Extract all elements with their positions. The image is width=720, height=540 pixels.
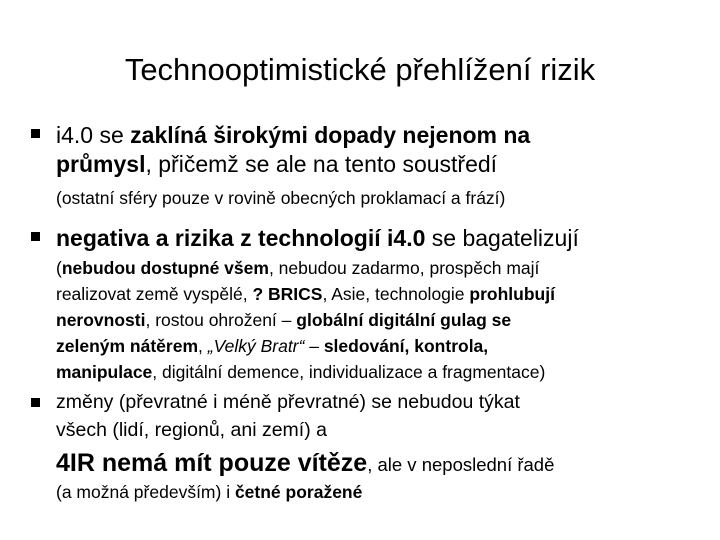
bullet-3-line-2 (56, 418, 327, 443)
text-run: (ostatní sféry pouze v rovině obecných proklamací a frází) (56, 188, 506, 208)
text-run: (a možná především) i (56, 482, 235, 502)
text-run-bold: zeleným nátěrem (56, 336, 199, 356)
text-run-bold: 4IR nemá mít pouze vítěze (56, 449, 368, 477)
text-run-bold: globální digitální gulag se (296, 310, 512, 330)
text-run: , rostou ohrožení – (145, 310, 297, 330)
text-run-bold: ? BRICS (252, 284, 323, 304)
text-run: změny (převratné i méně převratné) se nebudou týkat (56, 391, 520, 413)
bullet-2-line-1 (56, 224, 579, 252)
text-run: , digitální demence, individualizace a fragmentace) (152, 362, 546, 382)
text-run-bold: nebudou dostupné všem (61, 258, 269, 278)
text-run: , ale v neposlední řadě (367, 454, 555, 475)
text-run-italic: „Velký Bratr“ (207, 336, 305, 356)
bullet-square-icon (31, 129, 40, 138)
text-run: , Asie, technologie (322, 284, 470, 304)
text-run-bold: negativa a rizika z technologií i4.0 (56, 225, 426, 251)
bullet-1-line-2 (56, 150, 497, 178)
bullet-3-line-1 (56, 390, 520, 415)
bullet-3-line-3 (56, 448, 554, 478)
text-run: – (304, 336, 324, 356)
text-run: realizovat země vyspělé, (56, 284, 253, 304)
bullet-square-icon (31, 398, 40, 407)
text-run: všech (lidí, regionů, ani zemí) a (56, 419, 327, 441)
bullet-3-line-4 (56, 480, 362, 505)
text-run: se bagatelizují (425, 225, 579, 251)
text-run-bold: sledování, kontrola, (323, 336, 489, 356)
text-run: , nebudou zadarmo, prospěch mají (268, 258, 540, 278)
bullet-2-line-2 (56, 256, 539, 281)
text-run-bold: průmysl (56, 151, 146, 177)
text-run-bold: četné poražené (234, 482, 363, 502)
bullet-2-line-4 (56, 308, 511, 333)
text-run-bold: prohlubují (469, 284, 555, 304)
text-run: ( (56, 258, 62, 278)
slide-title: Technooptimistické přehlížení rizik (124, 52, 596, 87)
bullet-1-line-1 (56, 121, 530, 149)
bullet-square-icon (31, 232, 40, 241)
text-run-bold: zaklíná širokými dopady nejenom na (130, 122, 531, 148)
text-run: , přičemž se ale na tento soustředí (145, 151, 498, 177)
bullet-2-line-6 (56, 360, 545, 385)
text-run: i4.0 se (56, 122, 131, 148)
bullet-1-line-3 (56, 186, 505, 211)
bullet-2-line-3 (56, 282, 555, 307)
text-run-bold: manipulace (56, 362, 153, 382)
text-run: , (198, 336, 208, 356)
text-run-bold: nerovnosti (56, 310, 146, 330)
bullet-2-line-5 (56, 334, 488, 359)
